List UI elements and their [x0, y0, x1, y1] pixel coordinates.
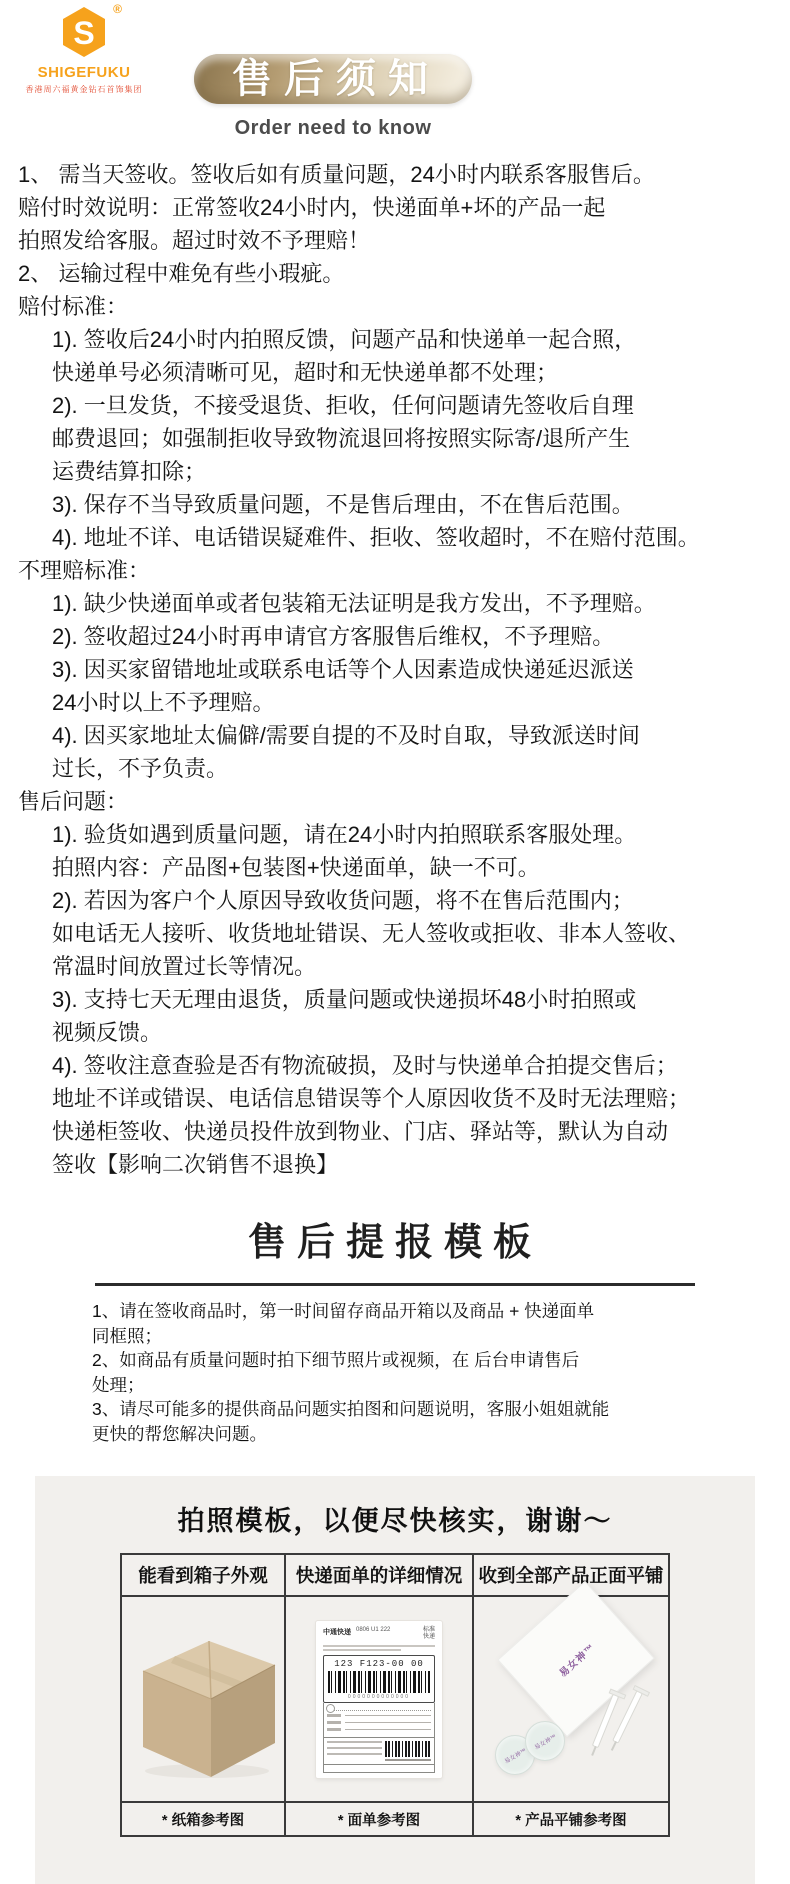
barcode-icon	[328, 1671, 430, 1693]
cardboard-box-image	[127, 1613, 279, 1786]
notice-line: 售后问题：	[18, 789, 129, 814]
template-text-block	[92, 1299, 698, 1446]
notice-line: 2). 一旦发货，不接受退货、拒收，任何问题请先签收后自理	[52, 393, 634, 418]
banner-subtitle: Order need to know	[234, 117, 432, 139]
hexagon-s-icon	[61, 6, 107, 58]
caption-box-reference: * 纸箱参考图	[121, 1802, 285, 1836]
table-caption-row	[121, 1802, 669, 1836]
title-divider	[95, 1283, 695, 1286]
tracking-number: 123 F123-00 00	[334, 1658, 424, 1669]
notice-line: 地址不详或错误、电话信息错误等个人原因收货不及时无法理赔；	[52, 1086, 691, 1111]
brand-tagline: 香港周六福黄金钻石首饰集团	[25, 85, 143, 94]
notice-line: 邮费退回；如强制拒收导致物流退回将按照实际寄/退所产生	[52, 426, 631, 451]
template-section	[0, 1211, 790, 1446]
notice-line: 赔付标准：	[18, 294, 129, 319]
notice-line: 4). 因买家地址太偏僻/需要自提的不及时自取，导致派送时间	[52, 723, 640, 748]
notice-line: 3). 保存不当导致质量问题，不是售后理由，不在售后范围。	[52, 492, 634, 517]
notice-line: 快递柜签收、快递员投件放到物业、门店、驿站等，默认为自动	[52, 1119, 669, 1144]
template-line: 同框照；	[92, 1325, 162, 1346]
photo-panel-title: 拍照模板，以便尽快核实，谢谢～	[177, 1506, 613, 1536]
cell-box-image	[121, 1596, 285, 1802]
column-header-waybill-detail: 快递面单的详细情况	[285, 1554, 473, 1596]
cell-waybill-image	[285, 1596, 473, 1802]
notice-line: 赔付时效说明：正常签收24小时内，快递面单+坏的产品一起	[18, 195, 606, 220]
notice-line: 签收【影响二次销售不退换】	[52, 1152, 339, 1177]
template-line: 处理；	[92, 1374, 145, 1395]
column-header-box-exterior: 能看到箱子外观	[121, 1554, 285, 1596]
page-header	[0, 0, 790, 150]
notice-line: 4). 地址不详、电话错误疑难件、拒收、签收超时，不在赔付范围。	[52, 525, 700, 550]
template-title: 售后提报模板	[247, 1222, 542, 1264]
notice-line: 1、 需当天签收。签收后如有质量问题，24小时内联系客服售后。	[18, 162, 655, 187]
table-image-row	[121, 1596, 669, 1802]
notice-line: 不理赔标准：	[18, 558, 151, 583]
shipping-label-image	[316, 1621, 442, 1778]
after-sales-banner	[194, 54, 472, 104]
template-line: 1、请在签收商品时，第一时间留存商品开箱以及商品 + 快递面单	[92, 1301, 595, 1321]
brand-name: SHIGEFUKU	[37, 64, 131, 81]
label-field-rows	[323, 1703, 435, 1738]
template-line: 2、如商品有质量问题时拍下细节照片或视频，在 后台申请售后	[92, 1350, 580, 1370]
courier-name: 中通快递	[323, 1628, 351, 1636]
round-pod-1-icon: 易女神™	[495, 1735, 535, 1775]
product-brand-logo: 易女神™	[557, 1641, 598, 1680]
notice-line: 视频反馈。	[52, 1020, 163, 1045]
label-address-lines	[323, 1645, 435, 1651]
notice-line: 拍照发给客服。超过时效不予理赔！	[18, 228, 371, 253]
banner-block	[0, 54, 728, 140]
template-line: 3、请尽可能多的提供商品问题实拍图和问题说明，客服小姐姐就能	[92, 1399, 610, 1419]
cardboard-box-icon	[127, 1613, 279, 1781]
caption-waybill-reference: * 面单参考图	[285, 1802, 473, 1836]
label-header	[323, 1627, 435, 1642]
label-code: 0806 U1 222	[356, 1626, 391, 1633]
round-pod-2-icon: 易女神™	[525, 1721, 565, 1761]
notice-line: 快递单号必须清晰可见，超时和无快递单都不处理；	[52, 360, 559, 385]
service-type: 标准快递	[422, 1626, 435, 1640]
notice-line: 拍照内容：产品图+包装图+快递面单，缺一不可。	[52, 855, 540, 880]
notice-line: 2、 运输过程中难免有些小瑕疵。	[18, 261, 345, 286]
product-flatlay-image	[481, 1601, 661, 1797]
notice-line: 2). 若因为客户个人原因导致收货问题，将不在售后范围内；	[52, 888, 634, 913]
label-footer	[323, 1765, 435, 1773]
notice-line: 3). 支持七天无理由退货，质量问题或快递损坏48小时拍照或	[52, 987, 637, 1012]
barcode-digits: 0000000000000	[347, 1693, 411, 1700]
notice-line: 如电话无人接听、收货地址错误、无人签收或拒收、非本人签收、	[52, 921, 691, 946]
column-header-product-flatlay: 收到全部产品正面平铺	[473, 1554, 669, 1596]
registered-trademark-icon: ®	[113, 2, 122, 16]
notice-line: 1). 签收后24小时内拍照反馈，问题产品和快递单一起合照，	[52, 327, 637, 352]
notice-line: 2). 签收超过24小时再申请官方客服售后维权，不予理赔。	[52, 624, 615, 649]
notice-text-block	[0, 150, 790, 1181]
notice-line: 4). 签收注意查验是否有物流破损，及时与快递单合拍提交售后；	[52, 1053, 678, 1078]
cell-product-image	[473, 1596, 669, 1802]
label-perforation	[327, 1706, 431, 1711]
caption-product-reference: * 产品平铺参考图	[473, 1802, 669, 1836]
notice-line: 3). 因买家留错地址或联系电话等个人因素造成快递延迟派送	[52, 657, 634, 682]
notice-line: 运费结算扣除；	[52, 459, 207, 484]
notice-line: 1). 缺少快递面单或者包装箱无法证明是我方发出，不予理赔。	[52, 591, 656, 616]
label-tracking-block	[323, 1655, 435, 1703]
banner-title: 售后须知	[232, 57, 440, 101]
notice-line: 1). 验货如遇到质量问题，请在24小时内拍照联系客服处理。	[52, 822, 637, 847]
label-bottom-block	[323, 1738, 435, 1765]
svg-text:S: S	[73, 15, 95, 51]
notice-line: 24小时以上不予理赔。	[52, 690, 275, 715]
photo-template-table	[120, 1553, 670, 1837]
template-line: 更快的帮您解决问题。	[92, 1423, 267, 1444]
photo-template-panel	[35, 1476, 755, 1884]
notice-line: 常温时间放置过长等情况。	[52, 954, 317, 979]
notice-line: 过长，不予负责。	[52, 756, 229, 781]
label-bottom-lines	[327, 1741, 385, 1761]
secondary-barcode-icon	[385, 1741, 431, 1761]
